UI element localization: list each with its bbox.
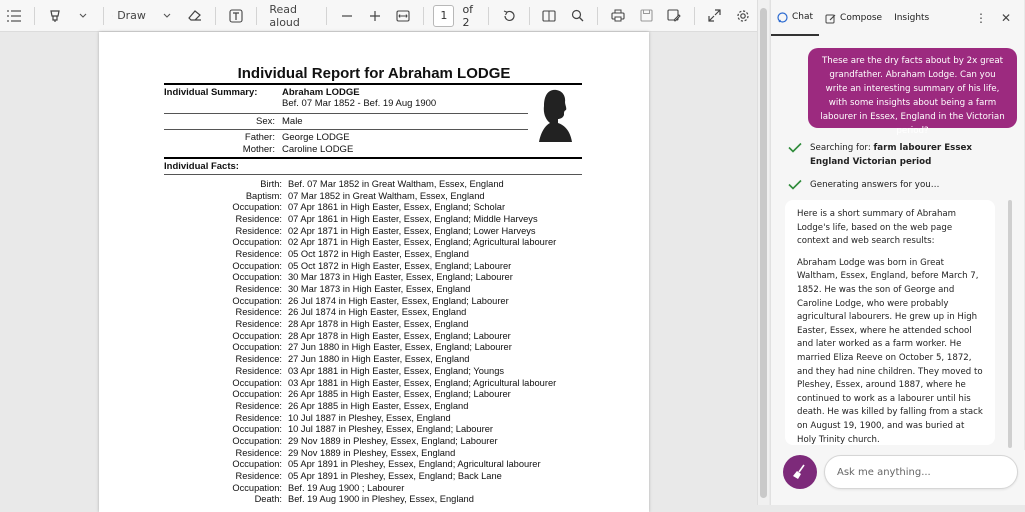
check-icon bbox=[788, 179, 802, 190]
search-query: farm labourer Essex England Victorian period bbox=[810, 143, 973, 167]
fact-row bbox=[159, 318, 639, 330]
pdf-page bbox=[99, 32, 649, 512]
rotate-icon bbox=[502, 9, 516, 23]
sex-value: Male bbox=[282, 116, 303, 127]
fact-row bbox=[159, 260, 639, 272]
sidebar-actions bbox=[975, 11, 1025, 25]
fact-row bbox=[159, 447, 639, 459]
fact-type: Occupation: bbox=[232, 459, 282, 470]
zoom-out-button[interactable] bbox=[333, 4, 361, 28]
fact-type: Residence: bbox=[235, 319, 282, 330]
tab-chat-label: Chat bbox=[792, 12, 814, 22]
toolbar-divider bbox=[488, 7, 489, 25]
save-icon bbox=[640, 9, 653, 22]
fact-row bbox=[159, 178, 639, 190]
fact-type: Occupation: bbox=[232, 295, 282, 306]
toolbar-divider bbox=[256, 7, 257, 25]
fact-row bbox=[159, 272, 639, 284]
fact-row bbox=[159, 330, 639, 342]
fact-desc: 29 Nov 1889 in Pleshey, Essex, England bbox=[288, 447, 456, 458]
toolbar-divider bbox=[529, 7, 530, 25]
fact-type: Occupation: bbox=[232, 260, 282, 271]
chat-icon bbox=[777, 12, 788, 23]
fact-row bbox=[159, 190, 639, 202]
chevron-down-icon bbox=[163, 13, 171, 19]
add-text-button[interactable] bbox=[222, 4, 250, 28]
fact-desc: 03 Apr 1881 in High Easter, Essex, England; Agricultural labourer bbox=[288, 377, 557, 388]
fact-row bbox=[159, 494, 639, 506]
user-message-text: These are the dry facts about by 2x great grandfather. Abraham Lodge. Can you write an interesting summary of his life, with some insights about being a farm labourer in Essex, England in the Victorian period? bbox=[820, 56, 1005, 136]
fact-row bbox=[159, 365, 639, 377]
viewer-scrollbar-thumb[interactable] bbox=[760, 8, 767, 498]
fact-type: Birth: bbox=[260, 178, 282, 189]
mother-label: Mother: bbox=[242, 144, 275, 155]
tab-compose-label: Compose bbox=[840, 13, 883, 23]
fact-desc: 28 Apr 1878 in High Easter, Essex, England bbox=[288, 319, 469, 330]
search-status bbox=[788, 141, 1003, 169]
printer-icon bbox=[611, 9, 625, 22]
fact-row bbox=[159, 470, 639, 482]
person-dates: Bef. 07 Mar 1852 - Bef. 19 Aug 1900 bbox=[282, 98, 437, 109]
title-rule bbox=[164, 83, 582, 85]
plus-icon bbox=[369, 10, 381, 22]
fact-desc: 02 Apr 1871 in High Easter, Essex, England; Agricultural labourer bbox=[288, 237, 557, 248]
fact-row bbox=[159, 400, 639, 412]
pdf-toolbar bbox=[0, 0, 757, 32]
fact-row bbox=[159, 459, 639, 471]
save-as-button[interactable] bbox=[660, 4, 688, 28]
fact-type: Occupation: bbox=[232, 237, 282, 248]
fact-type: Occupation: bbox=[232, 424, 282, 435]
contents-button[interactable] bbox=[0, 4, 28, 28]
report-title: Individual Report for Abraham LODGE bbox=[237, 65, 511, 82]
fact-type: Occupation: bbox=[232, 435, 282, 446]
list-icon bbox=[7, 10, 21, 22]
fact-desc: 02 Apr 1871 in High Easter, Essex, England; Lower Harveys bbox=[288, 225, 536, 236]
fact-type: Residence: bbox=[235, 400, 282, 411]
fact-type: Occupation: bbox=[232, 330, 282, 341]
new-topic-button[interactable] bbox=[783, 455, 817, 489]
toolbar-divider bbox=[423, 7, 424, 25]
fact-type: Residence: bbox=[235, 365, 282, 376]
save-button[interactable] bbox=[632, 4, 660, 28]
search-status-text bbox=[810, 141, 1003, 169]
fact-desc: 10 Jul 1887 in Pleshey, Essex, England; Labourer bbox=[288, 424, 494, 435]
father-label: Father: bbox=[244, 132, 275, 143]
fact-desc: Bef. 19 Aug 1900 ; Labourer bbox=[288, 482, 405, 493]
toolbar-divider bbox=[597, 7, 598, 25]
broom-icon bbox=[791, 463, 809, 481]
summary-rule bbox=[164, 113, 528, 114]
summary-label: Individual Summary: bbox=[164, 87, 258, 98]
page-current: 1 bbox=[440, 9, 448, 22]
fact-type: Occupation: bbox=[232, 342, 282, 353]
fact-row bbox=[159, 423, 639, 435]
read-aloud-label: Read aloud bbox=[269, 2, 300, 29]
sidebar-tabs bbox=[771, 0, 1025, 36]
minus-icon bbox=[341, 10, 353, 22]
text-box-icon bbox=[229, 9, 243, 23]
fact-row bbox=[159, 236, 639, 248]
fact-type: Death: bbox=[254, 494, 282, 505]
father-value: George LODGE bbox=[282, 132, 350, 143]
fact-row bbox=[159, 295, 639, 307]
toolbar-divider bbox=[34, 7, 35, 25]
search-icon bbox=[571, 9, 584, 22]
toolbar-divider bbox=[215, 7, 216, 25]
fact-row bbox=[159, 201, 639, 213]
fact-desc: 07 Apr 1861 in High Easter, Essex, England; Scholar bbox=[288, 202, 506, 213]
fit-page-button[interactable] bbox=[389, 4, 417, 28]
copilot-sidebar bbox=[770, 0, 1024, 505]
fact-row bbox=[159, 353, 639, 365]
read-aloud-button[interactable] bbox=[262, 4, 319, 28]
page-view-button[interactable] bbox=[535, 4, 563, 28]
fact-type: Residence: bbox=[235, 225, 282, 236]
more-options-icon[interactable]: ⋮ bbox=[974, 11, 987, 25]
compose-icon bbox=[825, 13, 836, 24]
fit-width-icon bbox=[396, 10, 410, 22]
fact-type: Occupation: bbox=[232, 389, 282, 400]
erase-button[interactable] bbox=[181, 4, 209, 28]
gear-icon bbox=[736, 9, 750, 23]
fact-row bbox=[159, 412, 639, 424]
fact-type: Residence: bbox=[235, 284, 282, 295]
save-as-icon bbox=[667, 9, 681, 22]
highlight-options-button[interactable] bbox=[69, 4, 97, 28]
viewer-scrollbar[interactable] bbox=[757, 0, 769, 505]
fact-row bbox=[159, 248, 639, 260]
reply-paragraph: Here is a short summary of Abraham Lodge's life, based on the web page context and web search results: bbox=[797, 209, 957, 247]
mother-value: Caroline LODGE bbox=[282, 144, 354, 155]
fact-row bbox=[159, 213, 639, 225]
draw-button[interactable] bbox=[109, 4, 152, 28]
fact-desc: 27 Jun 1880 in High Easter, Essex, England bbox=[288, 354, 470, 365]
fact-type: Residence: bbox=[235, 354, 282, 365]
eraser-icon bbox=[187, 9, 202, 22]
fact-type: Residence: bbox=[235, 447, 282, 458]
fact-row bbox=[159, 377, 639, 389]
fact-desc: 26 Apr 1885 in High Easter, Essex, England bbox=[288, 400, 469, 411]
fact-desc: 03 Apr 1881 in High Easter, Essex, England; Youngs bbox=[288, 365, 505, 376]
fact-desc: 28 Apr 1878 in High Easter, Essex, England; Labourer bbox=[288, 330, 511, 341]
sex-label: Sex: bbox=[255, 116, 275, 127]
generating-text: Generating answers for you… bbox=[810, 180, 940, 190]
fact-type: Residence: bbox=[235, 412, 282, 423]
facts-list bbox=[159, 178, 639, 505]
fact-type: Residence: bbox=[235, 307, 282, 318]
print-button[interactable] bbox=[604, 4, 632, 28]
sidebar-scrollbar[interactable] bbox=[1008, 200, 1012, 448]
fact-type: Residence: bbox=[235, 248, 282, 259]
fact-desc: 26 Jul 1874 in High Easter, Essex, England bbox=[288, 307, 467, 318]
expand-icon bbox=[708, 9, 721, 22]
assistant-reply-card bbox=[785, 200, 995, 445]
fact-desc: 05 Apr 1891 in Pleshey, Essex, England; Agricultural labourer bbox=[288, 459, 541, 470]
fact-desc: 05 Oct 1872 in High Easter, Essex, England; Labourer bbox=[288, 260, 512, 271]
page-number-input[interactable] bbox=[433, 5, 454, 27]
settings-button[interactable] bbox=[729, 4, 757, 28]
fact-type: Occupation: bbox=[232, 272, 282, 283]
fact-type: Baptism: bbox=[245, 190, 282, 201]
fact-desc: Bef. 07 Mar 1852 in Great Waltham, Essex, England bbox=[288, 178, 504, 189]
tab-chat[interactable] bbox=[771, 0, 819, 36]
fact-desc: 26 Apr 1885 in High Easter, Essex, England; Labourer bbox=[288, 389, 511, 400]
highlighter-icon bbox=[48, 9, 62, 23]
full-screen-button[interactable] bbox=[701, 4, 729, 28]
fact-desc: 30 Mar 1873 in High Easter, Essex, England bbox=[288, 284, 471, 295]
fact-desc: 05 Oct 1872 in High Easter, Essex, England bbox=[288, 248, 469, 259]
page-total: of 2 bbox=[462, 2, 474, 29]
fact-desc: Bef. 19 Aug 1900 in Pleshey, Essex, England bbox=[288, 494, 474, 505]
fact-type: Occupation: bbox=[232, 377, 282, 388]
check-icon bbox=[788, 142, 802, 153]
fact-row bbox=[159, 307, 639, 319]
facts-label: Individual Facts: bbox=[164, 161, 239, 172]
fact-desc: 29 Nov 1889 in Pleshey, Essex, England; Labourer bbox=[288, 435, 498, 446]
person-name: Abraham LODGE bbox=[282, 87, 360, 98]
fact-row bbox=[159, 283, 639, 295]
zoom-in-button[interactable] bbox=[361, 4, 389, 28]
draw-options-button[interactable] bbox=[153, 4, 181, 28]
fact-desc: 10 Jul 1887 in Pleshey, Essex, England bbox=[288, 412, 451, 423]
facts-underline bbox=[164, 174, 582, 175]
search-prefix: Searching for: bbox=[810, 143, 874, 153]
tab-insights[interactable] bbox=[888, 0, 935, 36]
reply-paragraph: Abraham Lodge was born in Great Waltham, Essex, England, before March 7, 1852. He was the son of George and Caroline Lodge, who were probably agricultural labourers. He grew up in High Easter, Essex, where he attended school and later worked as a farm worker. He married Eliza Reeve on October 5, 1872, and they had nine children. They moved to Pleshey, Essex, around 1887, where he continued to work as a labourer until his death. He was killed by falling from a stack on August 19, 1900, and was buried at Holy Trinity church. bbox=[797, 257, 983, 445]
fact-type: Occupation: bbox=[232, 482, 282, 493]
facts-rule bbox=[164, 157, 582, 159]
two-page-icon bbox=[542, 10, 556, 22]
ask-placeholder: Ask me anything... bbox=[837, 466, 931, 478]
fact-row bbox=[159, 435, 639, 447]
toolbar-divider bbox=[103, 7, 104, 25]
fact-row bbox=[159, 225, 639, 237]
fact-row bbox=[159, 482, 639, 494]
fact-row bbox=[159, 388, 639, 400]
fact-desc: 26 Jul 1874 in High Easter, Essex, England; Labourer bbox=[288, 295, 509, 306]
fact-desc: 05 Apr 1891 in Pleshey, Essex, England; Back Lane bbox=[288, 471, 502, 482]
sex-rule bbox=[164, 129, 528, 130]
fact-type: Occupation: bbox=[232, 202, 282, 213]
fact-type: Residence: bbox=[235, 471, 282, 482]
generating-status bbox=[788, 178, 939, 192]
ask-input[interactable] bbox=[824, 455, 1018, 489]
highlight-button[interactable] bbox=[41, 4, 69, 28]
tab-compose[interactable] bbox=[819, 0, 888, 36]
draw-label: Draw bbox=[117, 9, 146, 22]
rotate-button[interactable] bbox=[495, 4, 523, 28]
fact-type: Residence: bbox=[235, 213, 282, 224]
fact-desc: 27 Jun 1880 in High Easter, Essex, England; Labourer bbox=[288, 342, 512, 353]
close-icon[interactable]: ✕ bbox=[1000, 11, 1011, 25]
fact-row bbox=[159, 342, 639, 354]
fact-desc: 07 Apr 1861 in High Easter, Essex, England; Middle Harveys bbox=[288, 213, 538, 224]
search-button[interactable] bbox=[563, 4, 591, 28]
user-message-bubble bbox=[808, 48, 1017, 136]
toolbar-divider bbox=[326, 7, 327, 25]
toolbar-divider bbox=[694, 7, 695, 25]
person-silhouette-icon bbox=[537, 88, 573, 142]
document-viewer[interactable] bbox=[0, 32, 757, 505]
tab-insights-label: Insights bbox=[894, 13, 930, 23]
chevron-down-icon bbox=[79, 13, 87, 19]
fact-desc: 30 Mar 1873 in High Easter, Essex, England; Labourer bbox=[288, 272, 513, 283]
fact-desc: 07 Mar 1852 in Great Waltham, Essex, England bbox=[288, 190, 485, 201]
